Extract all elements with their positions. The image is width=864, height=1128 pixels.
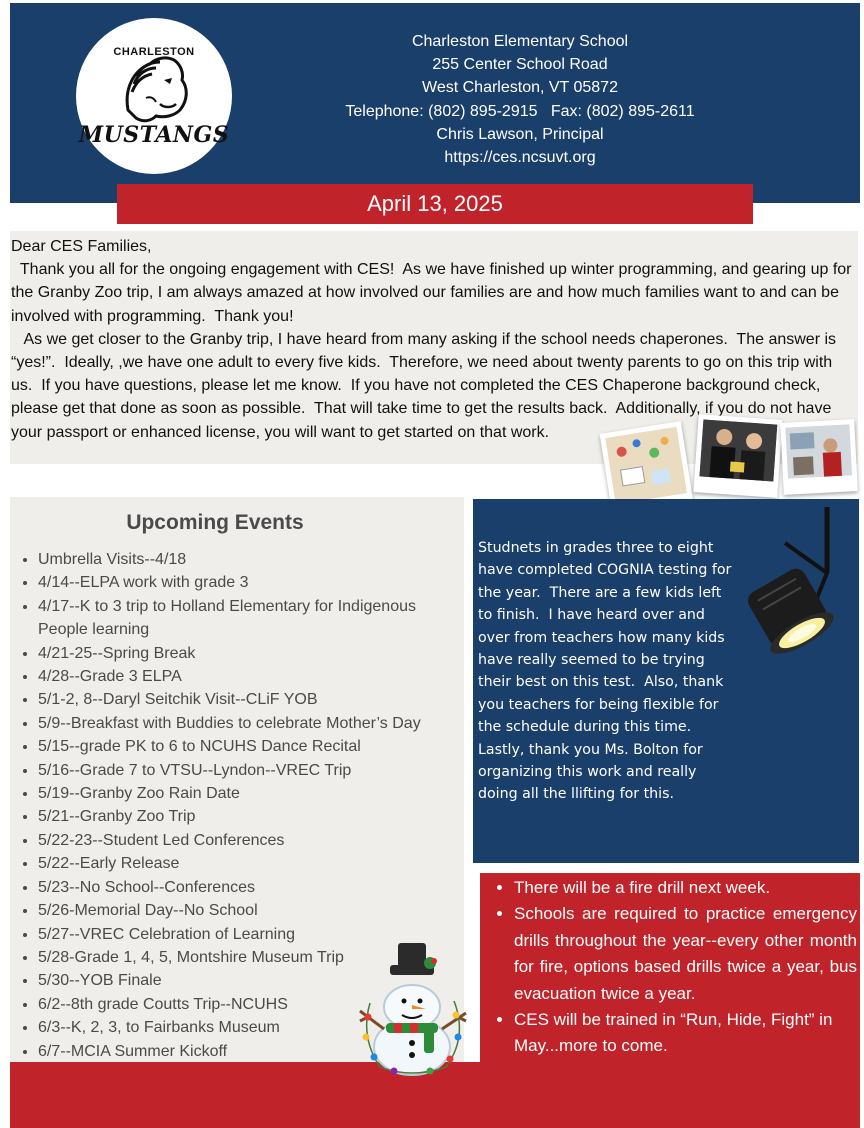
event-item: • 5/21--Granby Zoo Trip <box>38 805 458 828</box>
logo-bottom-text: MUSTANGS <box>78 122 230 148</box>
mustang-logo-icon <box>76 18 232 174</box>
address-line-phone: Telephone: (802) 895-2915 Fax: (802) 895-2611 <box>345 102 695 120</box>
newsletter-date: April 13, 2025 <box>117 184 753 224</box>
event-item: • 5/1-2, 8--Daryl Seitchik Visit--CLiF YOB <box>38 688 458 711</box>
events-title: Upcoming Events <box>126 511 304 534</box>
logo-top-text: CHARLESTON <box>113 46 195 58</box>
event-item: • 4/21-25--Spring Break <box>38 642 458 665</box>
event-item: • 5/9--Breakfast with Buddies to celebrate Mother’s Day <box>38 712 458 735</box>
drills-list <box>480 875 857 1060</box>
event-item: • 5/30--YOB Finale <box>38 969 458 992</box>
event-item: • 6/7--MCIA Summer Kickoff <box>38 1040 458 1063</box>
event-item: • Umbrella Visits--4/18 <box>38 548 458 571</box>
event-item: • 6/3--K, 2, 3, to Fairbanks Museum <box>38 1016 458 1039</box>
event-item: • 4/28--Grade 3 ELPA <box>38 665 458 688</box>
event-item: • 5/15--grade PK to 6 to NCUHS Dance Recital <box>38 735 458 758</box>
address-line-city: West Charleston, VT 05872 <box>422 79 618 97</box>
event-item: • 5/28-Grade 1, 4, 5, Montshire Museum Trip <box>38 946 458 969</box>
letter-paragraph: As we get closer to the Granby trip, I have heard from many asking if the school needs chaperones. The answer is “yes!”. Ideally, ,we have one adult to every five kids. Therefore, we need about twenty parents to go on this trip with us. If you have questions, please let me know. If you have not completed the CES Chaperone background check, please get that done as soon as possible. That will take time to get the results back. Additionally, if you do not have your passport or enhanced license, you will want to get started on that work. <box>11 330 841 441</box>
address-line-website[interactable]: https://ces.ncsuvt.org <box>444 149 596 167</box>
snowman-icon <box>350 937 474 1082</box>
school-address <box>310 30 730 169</box>
header-banner <box>10 3 860 203</box>
event-item: • 4/14--ELPA work with grade 3 <box>38 571 458 594</box>
event-item: • 5/27--VREC Celebration of Learning <box>38 923 458 946</box>
letter-greeting: Dear CES Families, <box>11 238 152 255</box>
address-line-street: 255 Center School Road <box>432 56 608 74</box>
event-item: • 5/26-Memorial Day--No School <box>38 899 458 922</box>
event-item: • 5/19--Granby Zoo Rain Date <box>38 782 458 805</box>
event-item: • 5/23--No School--Conferences <box>38 876 458 899</box>
letter-text <box>11 235 857 444</box>
address-line-principal: Chris Lawson, Principal <box>436 125 604 143</box>
event-item: • 5/22--Early Release <box>38 852 458 875</box>
letter-paragraph: Thank you all for the ongoing engagement with CES! As we have finished up winter programming, and gearing up for the Granby Zoo trip, I am always amazed at how involved our families are and how much families want to and can be involved with programming. Thank you! <box>11 261 856 325</box>
drill-item: • Schools are required to practice emergency drills throughout the year--every other month for fire, options based drills twice a year, bus evacuation twice a year. <box>514 901 857 1007</box>
drills-panel <box>480 873 860 1128</box>
drill-item: • CES will be trained in “Run, Hide, Fight” in May...more to come. <box>514 1007 857 1060</box>
drill-item: • There will be a fire drill next week. <box>514 875 857 901</box>
event-item: • 5/16--Grade 7 to VTSU--Lyndon--VREC Trip <box>38 759 458 782</box>
event-item: • 6/2--8th grade Coutts Trip--NCUHS <box>38 993 458 1016</box>
event-item: • 5/22-23--Student Led Conferences <box>38 829 458 852</box>
event-item: • 4/17--K to 3 trip to Holland Elementary for Indigenous People learning <box>38 595 458 642</box>
photo-people-icon <box>693 414 782 498</box>
spotlight-icon <box>735 503 859 668</box>
photo-classroom-icon <box>780 419 858 495</box>
address-line-school: Charleston Elementary School <box>411 33 629 50</box>
testing-note-text: Studnets in grades three to eight have completed COGNIA testing for the year. There are a few kids left to finish. I have heard over and over from teachers how many kids have really seemed to be trying their best on this test. Also, thank you teachers for being flexible for the schedule during this time. Lastly, thank you Ms. Bolton for organizing this work and really doing all the llifting for this. <box>478 540 736 803</box>
